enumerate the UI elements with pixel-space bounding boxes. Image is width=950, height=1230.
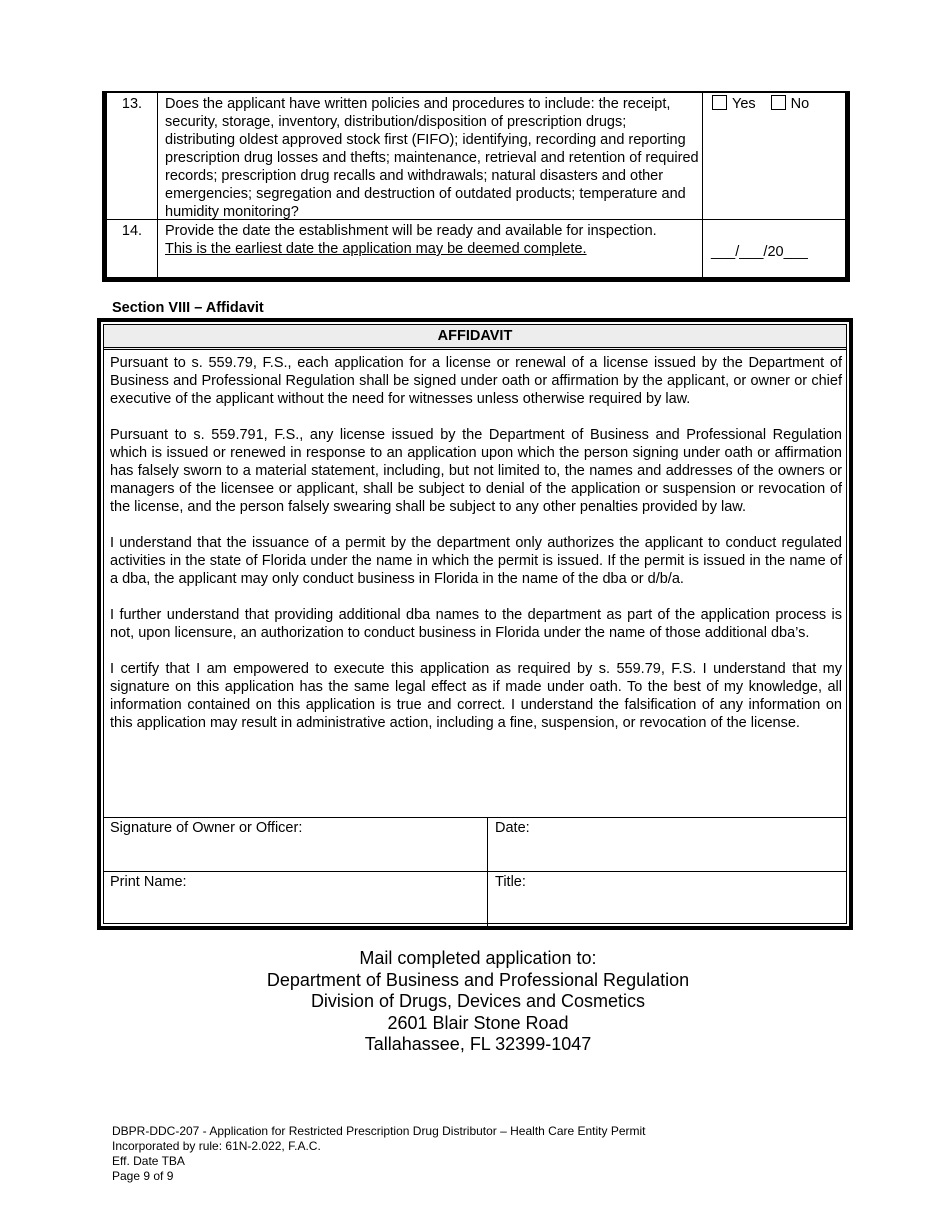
affidavit-paragraph: I further understand that providing additional dba names to the department as part of the application process is not, upon licensure, an authorization to conduct business in Florida under the name of those additional dba’s.: [110, 607, 842, 641]
signature-field[interactable]: [110, 818, 484, 872]
title-field[interactable]: [487, 872, 846, 928]
footer-page-number: Page 9 of 9: [112, 1169, 174, 1183]
section-title-bold: Section VIII: [112, 300, 191, 316]
signature-label: Signature of Owner or Officer:: [110, 820, 303, 836]
signature-row: [104, 817, 846, 872]
question-row-13: [107, 93, 845, 220]
title-label: Title:: [495, 874, 526, 890]
affidavit-paragraph: I certify that I am empowered to execute this application as required by s. 559.79, F.S. I understand that my signature on this application has the same legal effect as if made under oath. To the best of my knowledge, all information contained on this application is true and correct. I understand the falsification of any information on this application may result in administrative action, including a fine, suspension, or revocation of the license.: [110, 661, 842, 731]
answer-cell: [702, 220, 845, 277]
mail-line: Tallahassee, FL 32399-1047: [364, 1034, 592, 1055]
question-row-14: [107, 220, 845, 277]
no-checkbox[interactable]: [771, 95, 786, 110]
yes-label: Yes: [732, 96, 756, 112]
question-number: 13.: [107, 93, 158, 219]
question-text: [165, 222, 700, 258]
yes-checkbox[interactable]: [712, 95, 727, 110]
no-label: No: [790, 96, 810, 112]
mail-line: Division of Drugs, Devices and Cosmetics: [310, 991, 646, 1012]
affidavit-box: [97, 318, 853, 930]
question-number: 14.: [107, 220, 158, 277]
questions-table: [102, 91, 850, 282]
section-title-rest: – Affidavit: [190, 300, 264, 316]
answer-cell: [702, 93, 845, 219]
print-name-row: [104, 871, 846, 928]
mail-line: 2601 Blair Stone Road: [387, 1012, 569, 1033]
footer-form-title: DBPR-DDC-207 - Application for Restricted Prescription Drug Distributor – Health Care Entity Permit: [112, 1124, 646, 1138]
mail-line: Mail completed application to:: [359, 948, 597, 968]
affidavit-paragraph: I understand that the issuance of a permit by the department only authorizes the applicant to conduct regulated activities in the state of Florida under the name in which the permit is issued. If the permit is issued in the name of a dba, the applicant may only conduct business in Florida in the name of the dba or d/b/a.: [110, 535, 842, 587]
affidavit-heading: AFFIDAVIT: [104, 325, 846, 350]
footer-rule: Incorporated by rule: 61N-2.022, F.A.C.: [112, 1139, 321, 1153]
print-name-label: Print Name:: [110, 874, 187, 890]
affidavit-inner: [103, 324, 847, 924]
mail-line: Department of Business and Professional Regulation: [266, 969, 690, 990]
question-text: Does the applicant have written policies and procedures to include: the receipt, security, storage, inventory, distribution/disposition of prescription drugs; distributing oldest approved stock first (FIFO); identifying, recording and reporting prescription drug losses and thefts; maintenance, retrieval and retention of required records; prescription drug recalls and withdrawals; natural disasters and other emergencies; segregation and destruction of outdated products; temperature and humidity monitoring?: [165, 96, 699, 220]
date-label: Date:: [495, 820, 530, 836]
section-title: [112, 300, 264, 316]
mailing-address: [0, 948, 950, 1056]
affidavit-body: [110, 354, 842, 732]
question-text-main: Provide the date the establishment will be ready and available for inspection.: [165, 223, 657, 239]
footer-eff-date: Eff. Date TBA: [112, 1154, 185, 1168]
print-name-field[interactable]: [110, 872, 484, 928]
question-text-underlined: This is the earliest date the application may be deemed complete.: [165, 241, 587, 257]
affidavit-paragraph: Pursuant to s. 559.79, F.S., each application for a license or renewal of a license issued by the Department of Business and Professional Regulation shall be signed under oath or affirmation by the applicant, or owner or chief executive of the applicant without the need for witnesses unless otherwise required by law.: [110, 355, 842, 407]
inspection-date-field[interactable]: ___/___/20___: [711, 244, 808, 260]
page-footer: [112, 1124, 646, 1184]
affidavit-paragraph: Pursuant to s. 559.791, F.S., any license issued by the Department of Business and Professional Regulation which is issued or renewed in response to an application upon which the person signing under oath or affirmation has falsely sworn to a material statement, including, but not limited to, the names and addresses of the owners or managers of the licensee or applicant, shall be subject to denial of the application or suspension or revocation of the license, and the person falsely swearing shall be subject to any other penalties provided by law.: [110, 427, 842, 515]
date-field[interactable]: [487, 818, 846, 872]
yes-no-options: [712, 95, 809, 113]
